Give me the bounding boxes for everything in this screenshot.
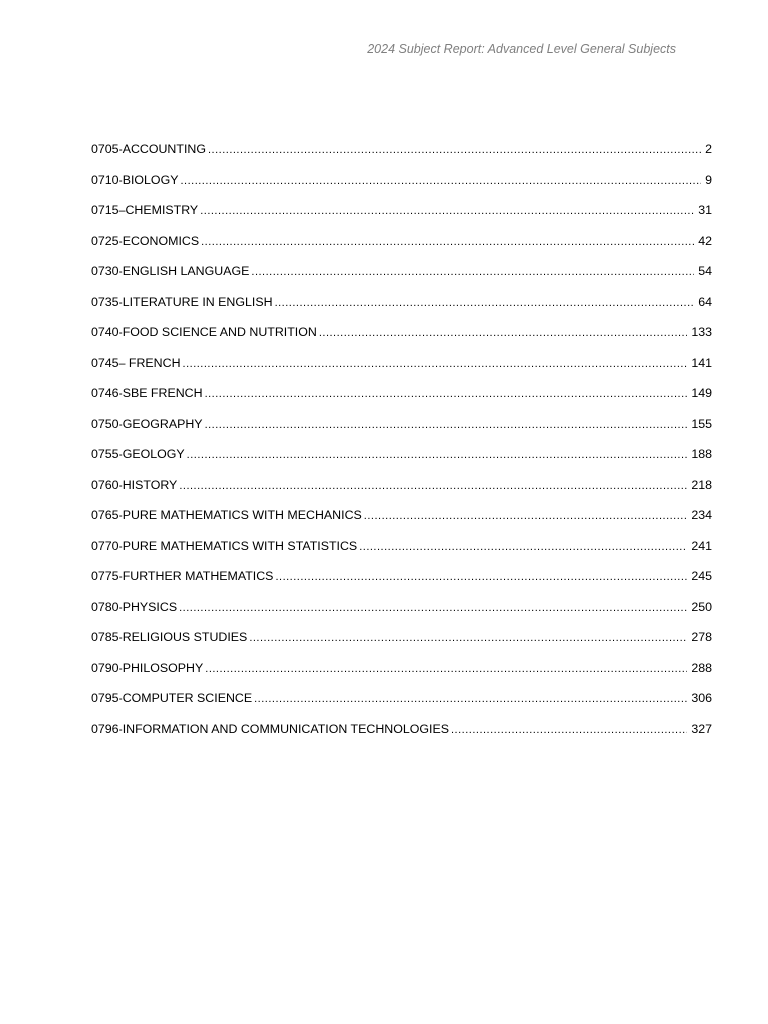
toc-entry-title: 0735-LITERATURE IN ENGLISH [91, 294, 273, 309]
toc-dot-leader [183, 355, 688, 373]
toc-page-number: 218 [691, 477, 712, 492]
toc-page-number: 250 [691, 599, 712, 614]
toc-entry-title: 0710-BIOLOGY [91, 172, 179, 187]
toc-entry-title: 0730-ENGLISH LANGUAGE [91, 264, 250, 278]
toc-dot-leader [205, 416, 688, 434]
toc-entry-geology[interactable] [91, 445, 712, 476]
toc-entry-title: 0750-GEOGRAPHY [91, 416, 203, 431]
toc-entry-philosophy[interactable] [91, 659, 712, 690]
table-of-contents [91, 140, 712, 750]
toc-entry-title: 0775-FURTHER MATHEMATICS [91, 569, 274, 583]
toc-entry-accounting[interactable] [91, 140, 712, 171]
toc-page-number: 133 [691, 325, 712, 339]
toc-dot-leader [275, 294, 695, 312]
toc-entry-title: 0785-RELIGIOUS STUDIES [91, 630, 248, 644]
toc-entry-pure-mathematics-with-mechanics[interactable] [91, 506, 712, 537]
toc-page-number: 31 [698, 203, 712, 217]
toc-page-number: 278 [691, 630, 712, 644]
toc-entry-title: 0715–CHEMISTRY [91, 203, 199, 217]
toc-entry-english-language[interactable] [91, 262, 712, 293]
toc-page-number: 188 [691, 447, 712, 461]
toc-entry-pure-mathematics-with-statistics[interactable] [91, 537, 712, 568]
toc-entry-title: 0770-PURE MATHEMATICS WITH STATISTICS [91, 538, 358, 553]
toc-dot-leader [319, 324, 687, 342]
toc-page-number: 54 [698, 264, 712, 278]
toc-page-number: 241 [691, 538, 712, 553]
toc-page-number: 155 [691, 416, 712, 431]
toc-entry-food-science-and-nutrition[interactable] [91, 323, 712, 354]
running-header: 2024 Subject Report: Advanced Level General Subjects [367, 42, 676, 56]
toc-entry-biology[interactable] [91, 171, 712, 202]
toc-entry-economics[interactable] [91, 232, 712, 263]
toc-page-number: 9 [705, 172, 712, 187]
toc-page-number: 234 [691, 508, 712, 522]
toc-entry-title: 0796-INFORMATION AND COMMUNICATION TECHNOLOGIES [91, 721, 449, 736]
toc-dot-leader [275, 568, 687, 586]
toc-entry-title: 0755-GEOLOGY [91, 447, 185, 461]
toc-dot-leader [254, 690, 687, 708]
toc-entry-computer-science[interactable] [91, 689, 712, 720]
toc-dot-leader [208, 141, 701, 159]
toc-dot-leader [180, 172, 701, 190]
toc-entry-title: 0795-COMPUTER SCIENCE [91, 691, 253, 705]
toc-dot-leader [187, 446, 688, 464]
toc-entry-physics[interactable] [91, 598, 712, 629]
toc-dot-leader [205, 660, 687, 678]
toc-entry-chemistry[interactable] [91, 201, 712, 232]
toc-entry-title: 0790-PHILOSOPHY [91, 660, 204, 675]
toc-dot-leader [179, 599, 687, 617]
toc-entry-sbe-french[interactable] [91, 384, 712, 415]
toc-entry-literature-in-english[interactable] [91, 293, 712, 324]
toc-entry-title: 0760-HISTORY [91, 477, 178, 492]
toc-entry-title: 0765-PURE MATHEMATICS WITH MECHANICS [91, 508, 362, 522]
toc-entry-geography[interactable] [91, 415, 712, 446]
toc-page-number: 64 [698, 294, 712, 309]
toc-entry-title: 0780-PHYSICS [91, 599, 178, 614]
toc-dot-leader [364, 507, 688, 525]
toc-entry-title: 0705-ACCOUNTING [91, 142, 206, 156]
toc-entry-title: 0725-ECONOMICS [91, 233, 200, 248]
toc-dot-leader [249, 629, 687, 647]
toc-entry-further-mathematics[interactable] [91, 567, 712, 598]
toc-entry-history[interactable] [91, 476, 712, 507]
toc-page-number: 141 [691, 355, 712, 370]
toc-page-number: 149 [691, 386, 712, 400]
toc-page-number: 288 [691, 660, 712, 675]
toc-dot-leader [205, 385, 688, 403]
toc-dot-leader [179, 477, 687, 495]
toc-dot-leader [451, 721, 687, 739]
toc-entry-french[interactable] [91, 354, 712, 385]
toc-page-number: 2 [705, 142, 712, 156]
toc-page-number: 245 [691, 569, 712, 583]
toc-dot-leader [251, 263, 694, 281]
toc-entry-title: 0745– FRENCH [91, 355, 181, 370]
toc-entry-title: 0740-FOOD SCIENCE AND NUTRITION [91, 325, 317, 339]
toc-entry-information-and-communication-technologies[interactable] [91, 720, 712, 751]
toc-page-number: 327 [691, 721, 712, 736]
toc-dot-leader [359, 538, 687, 556]
toc-dot-leader [200, 202, 694, 220]
toc-entry-religious-studies[interactable] [91, 628, 712, 659]
toc-page-number: 42 [698, 233, 712, 248]
toc-entry-title: 0746-SBE FRENCH [91, 386, 203, 400]
toc-page-number: 306 [691, 691, 712, 705]
toc-dot-leader [201, 233, 694, 251]
